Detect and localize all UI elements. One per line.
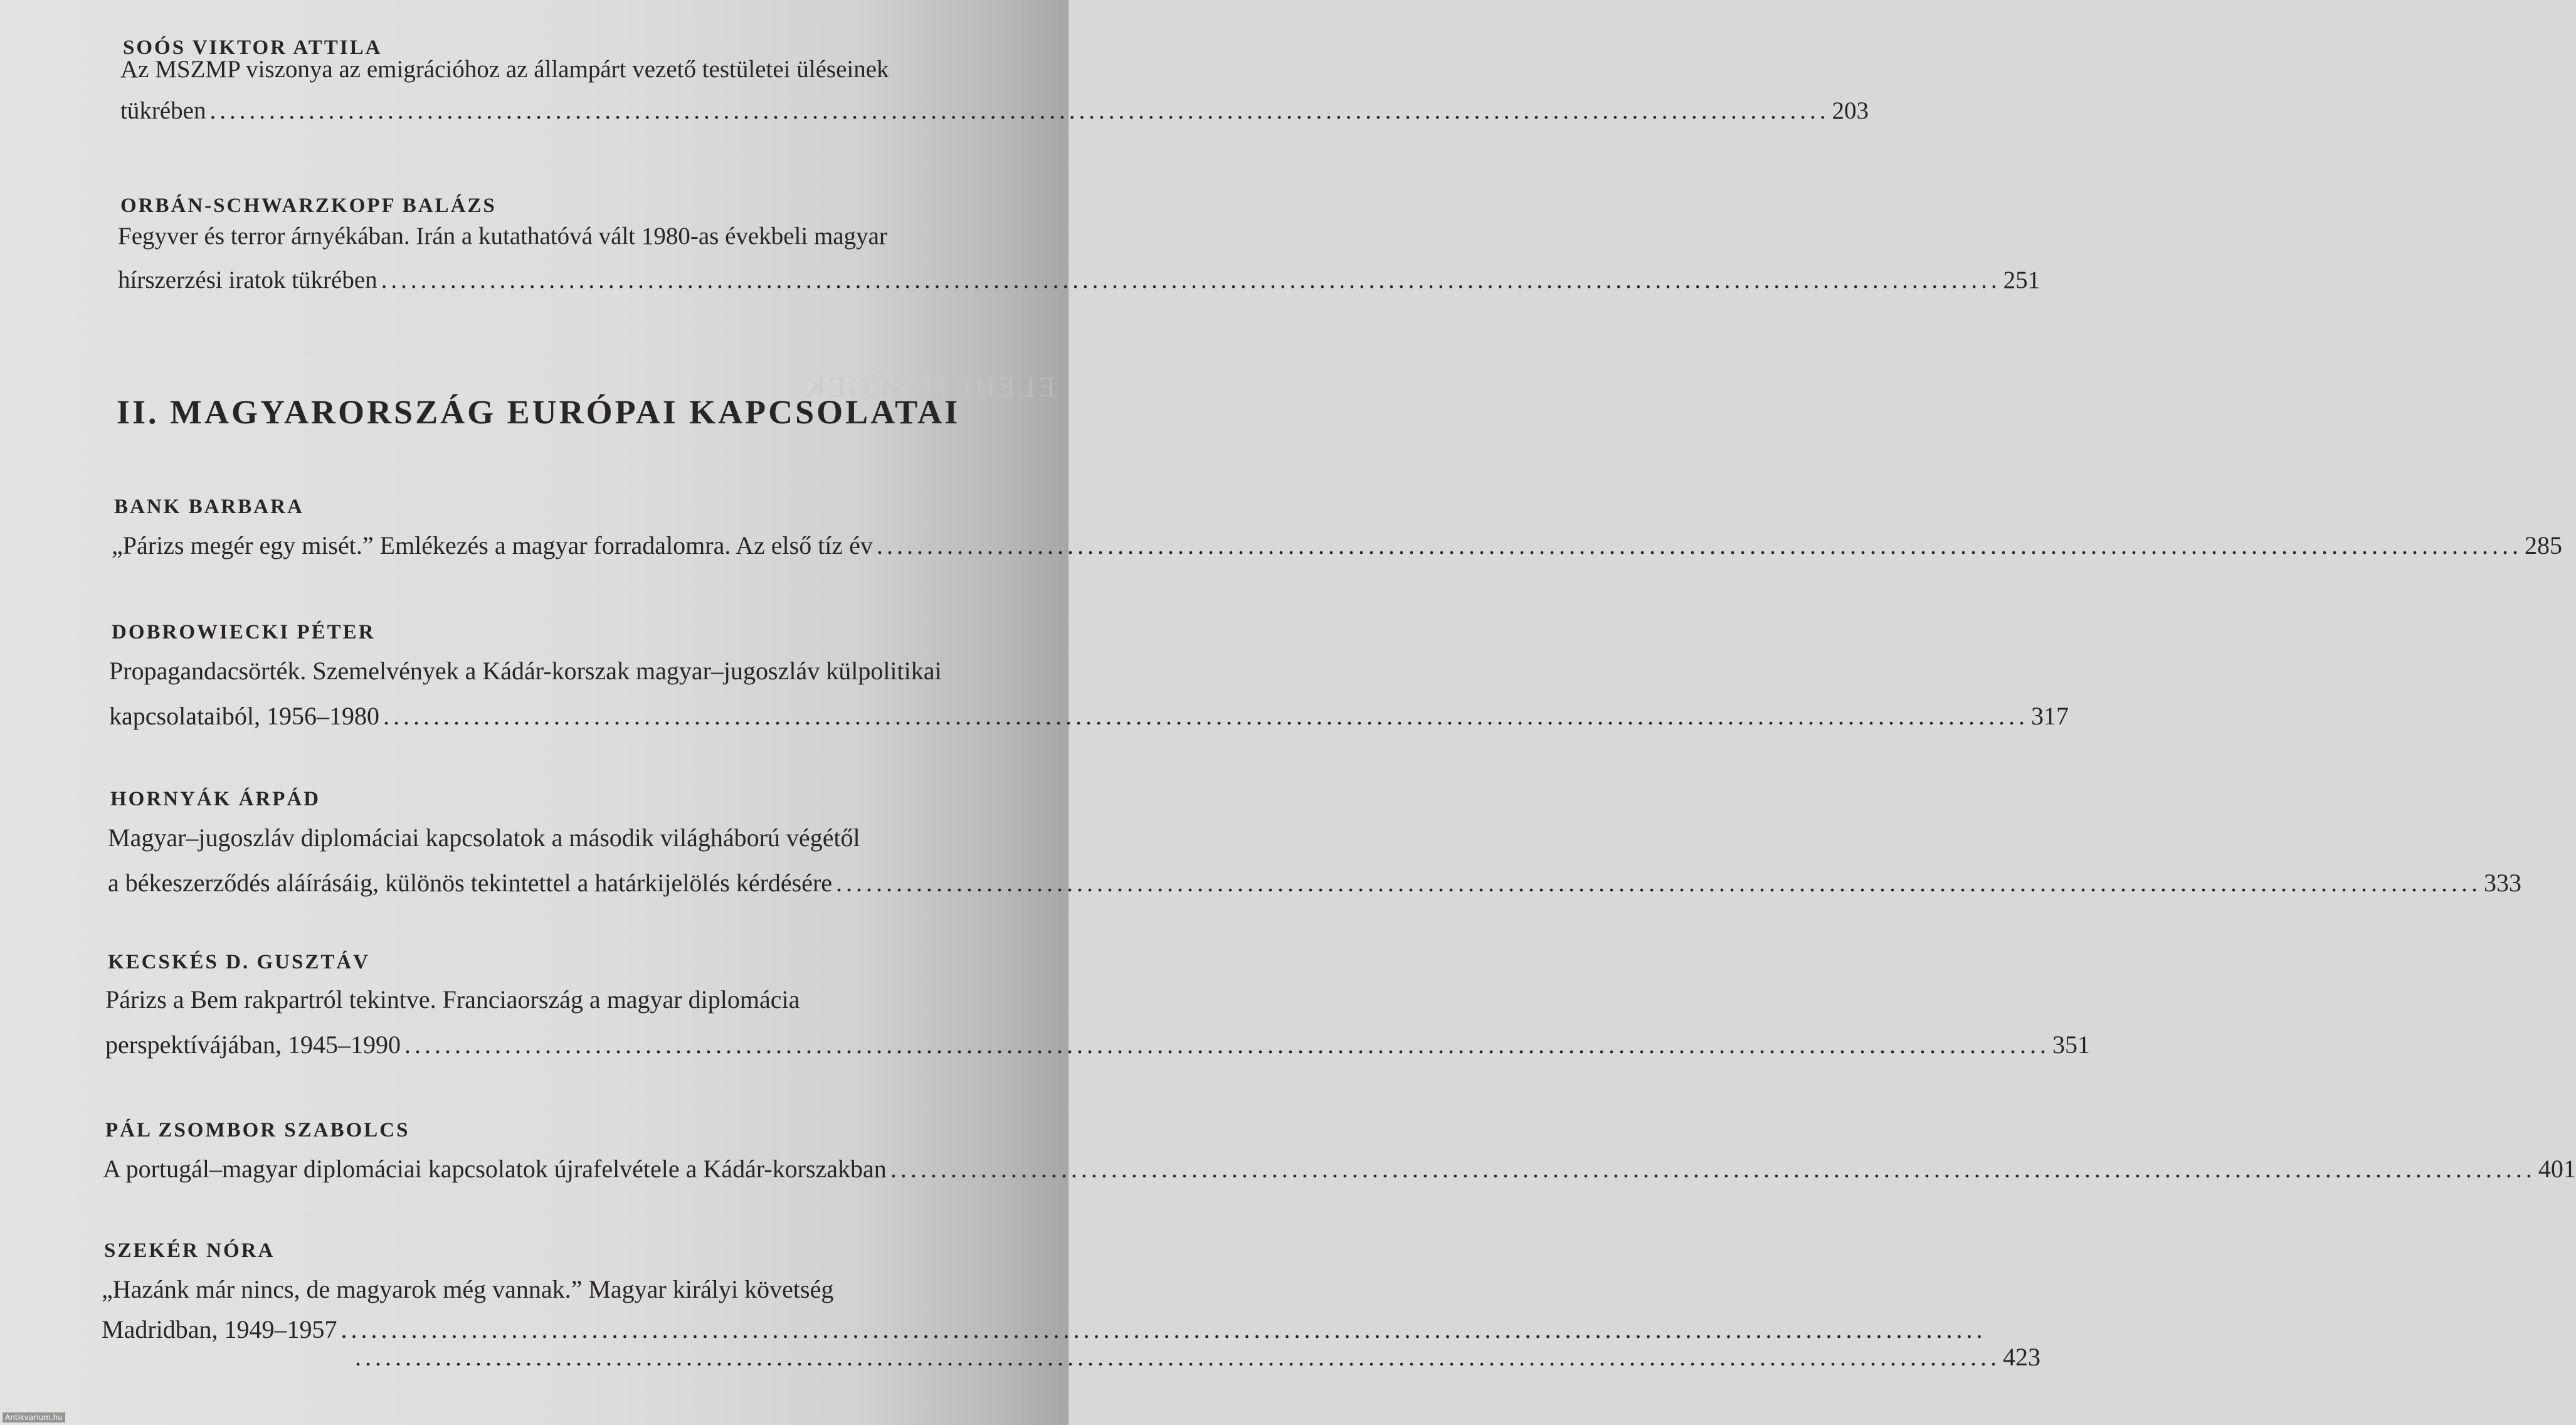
entry-title-line-with-page: [108, 868, 2522, 898]
entry-title-text: a békeszerződés aláírásáig, különös tekintettel a határkijelölés kérdésére: [108, 869, 833, 897]
dot-leader: ....................................................................................................................................................................: [209, 97, 1830, 124]
entry-title-text: Az MSZMP viszonya az emigrációhoz az állampárt vezető testületei üléseinek: [120, 56, 889, 83]
entry-title-text: perspektívájában, 1945–1990: [105, 1030, 401, 1059]
entry-author: SOÓS VIKTOR ATTILA: [123, 36, 383, 59]
entry-title-line-with-page: [105, 1030, 2090, 1059]
entry-title-line: [102, 1274, 1005, 1304]
bleed-through-texture: ELEHETŐSÉGEK: [803, 371, 1056, 403]
entry-title-text: Propagandacsörték. Szemelvények a Kádár-korszak magyar–jugoszláv külpolitikai: [109, 657, 942, 685]
entry-page-line: [351, 1342, 2040, 1372]
page-number: 251: [2003, 267, 2040, 294]
entry-title-text: hírszerzési iratok tükrében: [118, 267, 377, 294]
entry-title-line-with-page: [112, 531, 2562, 560]
dot-leader: ....................................................................................................................................................................: [381, 267, 2001, 294]
entry-author: ORBÁN-SCHWARZKOPF BALÁZS: [120, 194, 497, 217]
entry-title-text: tükrében: [120, 97, 206, 124]
entry-title-text: Magyar–jugoszláv diplomáciai kapcsolatok a második világháború végétől: [108, 824, 860, 852]
page-number: 203: [1832, 97, 1869, 124]
entry-title-line: [108, 823, 1011, 852]
entry-title-line: [118, 222, 1021, 250]
entry-title-line-with-page: [118, 266, 2040, 294]
entry-author: KECSKÉS D. GUSZTÁV: [108, 951, 371, 973]
entry-author: SZEKÉR NÓRA: [104, 1239, 275, 1262]
section-heading: II. MAGYARORSZÁG EURÓPAI KAPCSOLATAI: [117, 393, 961, 431]
page-number: 317: [2031, 702, 2069, 730]
entry-title-text: Párizs a Bem rakpartról tekintve. Franciaország a magyar diplomácia: [105, 985, 800, 1014]
entry-title-line-with-page: [103, 1154, 2576, 1184]
entry-author: HORNYÁK ÁRPÁD: [110, 788, 321, 810]
page-number: 401: [2538, 1155, 2576, 1183]
entry-title-text: „Hazánk már nincs, de magyarok még vannak.” Magyar királyi követség: [102, 1275, 834, 1303]
entry-title-line-with-page: [109, 701, 2069, 731]
dot-leader: ....................................................................................................................................................................: [836, 869, 2482, 897]
dot-leader: ....................................................................................................................................................................: [876, 531, 2522, 559]
page-number: 423: [2003, 1343, 2040, 1371]
dot-leader: ....................................................................................................................................................................: [383, 702, 2029, 730]
page-number: 333: [2484, 869, 2522, 897]
dot-leader: ....................................................................................................................................................................: [355, 1343, 2000, 1371]
entry-title-text: Fegyver és terror árnyékában. Irán a kutathatóvá vált 1980-as évekbeli magyar: [118, 223, 887, 250]
entry-title-text: Madridban, 1949–1957: [102, 1315, 337, 1343]
entry-title-text: kapcsolataiból, 1956–1980: [109, 702, 380, 730]
watermark: Antikvarium.hu: [3, 1412, 65, 1422]
dot-leader: ....................................................................................................................................................................: [890, 1155, 2536, 1183]
entry-title-text: A portugál–magyar diplomáciai kapcsolatok újrafelvétele a Kádár-korszakban: [103, 1155, 887, 1183]
entry-author: BANK BARBARA: [114, 495, 304, 518]
dot-leader: ....................................................................................................................................................................: [404, 1030, 2050, 1059]
entry-title-text: „Párizs megér egy misét.” Emlékezés a magyar forradalomra. Az első tíz év: [112, 531, 873, 559]
entry-title-line-with-page: [120, 97, 1869, 125]
entry-title-line-with-page: [102, 1315, 1987, 1344]
entry-title-line: [105, 985, 1008, 1014]
entry-author: DOBROWIECKI PÉTER: [112, 621, 376, 644]
dot-leader: ....................................................................................................................................................................: [340, 1315, 1987, 1343]
entry-author: PÁL ZSOMBOR SZABOLCS: [105, 1119, 410, 1142]
page-number: 351: [2052, 1030, 2090, 1059]
entry-title-line: [120, 55, 1023, 83]
entry-title-line: [109, 656, 1031, 686]
page-number: 285: [2524, 531, 2562, 559]
